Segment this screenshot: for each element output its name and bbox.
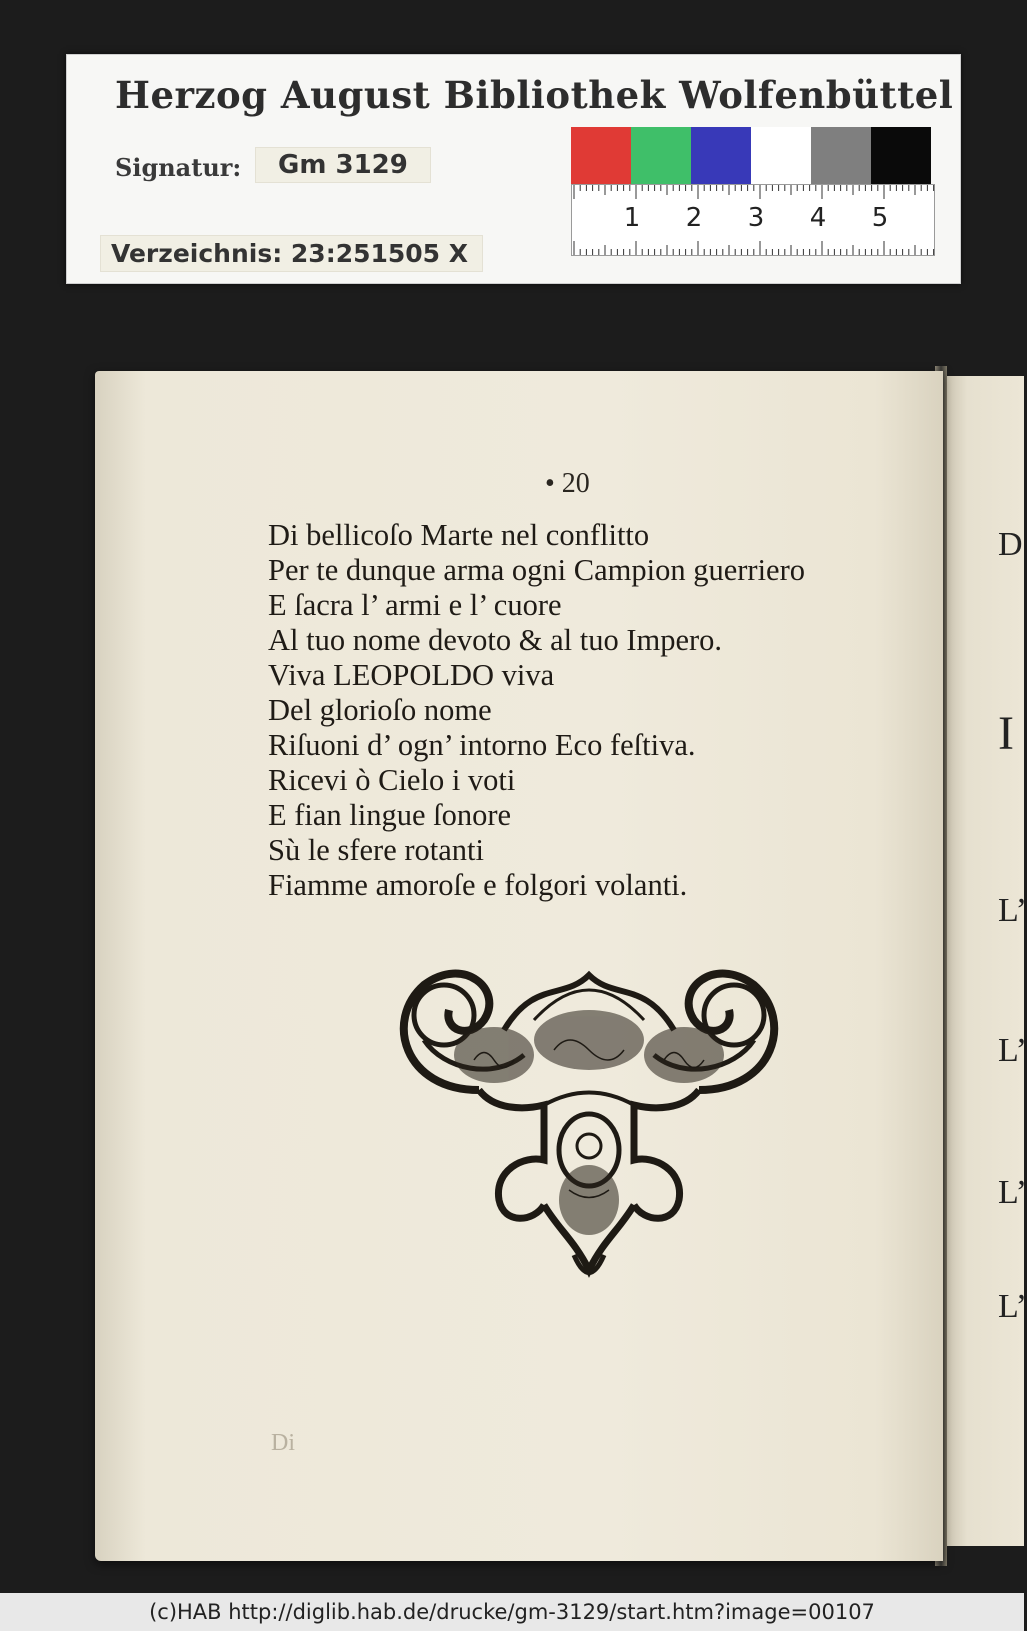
color-swatch-white [751,127,811,184]
library-card [66,54,961,284]
measurement-ruler [571,184,935,256]
color-calibration-chart [571,127,931,184]
ruler-number: 5 [871,203,889,233]
page-number: • 20 [545,468,590,499]
right-page-fragment: I [998,707,1014,760]
right-page-fragment: D [998,526,1023,563]
verse-line: Per te dunque arma ogni Campion guerriero [268,553,805,587]
catchword: Di [271,1430,295,1456]
color-swatch-black [871,127,931,184]
verse-line: Al tuo nome devoto & al tuo Impero. [268,623,723,657]
signatur-value: Gm 3129 [255,147,431,183]
library-title: Herzog August Bibliothek Wolfenbüttel [115,73,954,117]
color-swatch-gray [811,127,871,184]
verse-line: Di bellicoſo Marte nel conflitto [268,518,650,552]
poem-text [268,518,805,903]
right-page-fragment: L’ [998,892,1027,929]
color-swatch-blue [691,127,751,184]
verse-line: Fiamme amoroſe e folgori volanti. [268,868,688,902]
verse-line: Sù le sfere rotanti [268,833,484,867]
verse-line: E ſacra l’ armi e l’ cuore [268,588,562,622]
verse-line: Viva LEOPOLDO viva [268,658,555,692]
color-swatch-green [631,127,691,184]
ruler-number: 3 [747,203,765,233]
verse-line: Del glorioſo nome [268,693,492,727]
verse-line: Riſuoni d’ ogn’ intorno Eco feſtiva. [268,728,696,762]
right-page-fragment: L’ [998,1032,1027,1069]
ruler-number: 1 [623,203,641,233]
right-page-fragment: L’ [998,1174,1027,1211]
ruler-number: 4 [809,203,827,233]
right-page-fragment: L’ [998,1288,1027,1325]
woodcut-ornament [384,960,794,1290]
color-swatch-red [571,127,631,184]
ruler-number: 2 [685,203,703,233]
signatur-label: Signatur: [115,153,242,182]
verse-line: E fian lingue ſonore [268,798,512,832]
verse-line: Ricevi ò Cielo i voti [268,763,516,797]
right-page [943,376,1027,1546]
verzeichnis-label: Verzeichnis: 23:251505 X [100,235,483,272]
copyright-footer: (c)HAB http://diglib.hab.de/drucke/gm-3129/start.htm?image=00107 [0,1593,1024,1631]
